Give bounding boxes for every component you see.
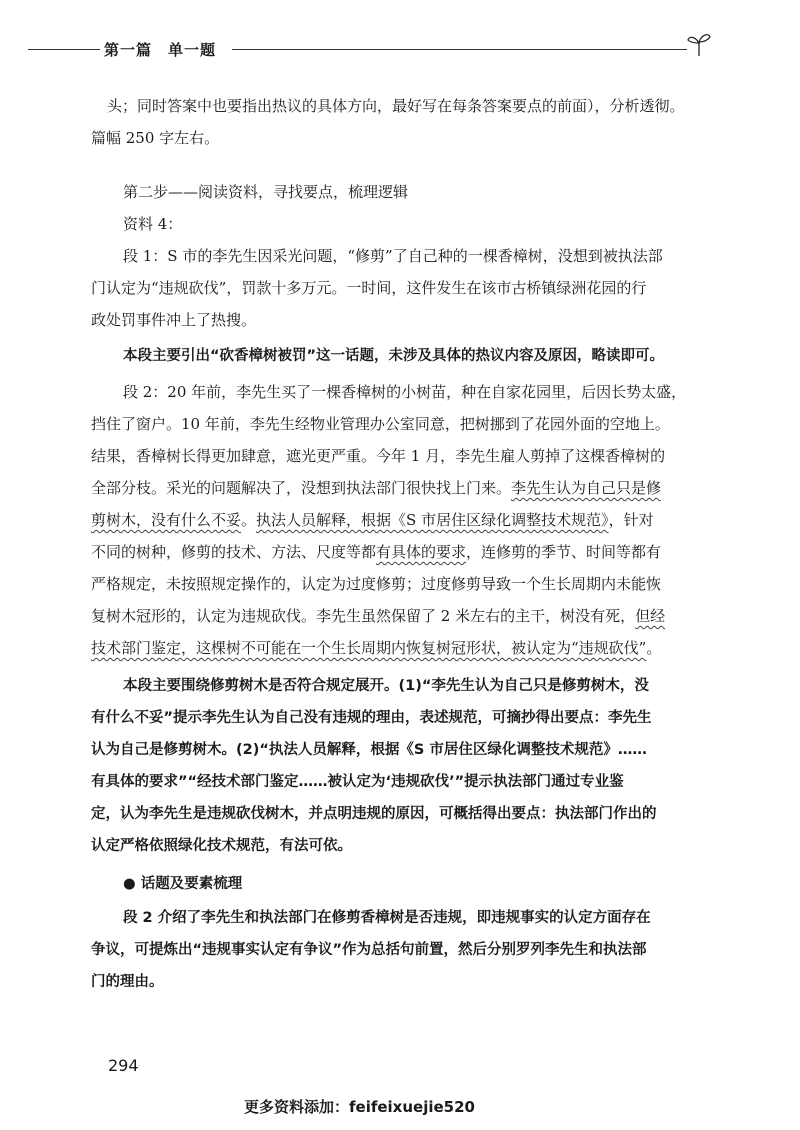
underlined-key-phrase: 剪树木，没有什么不妥 [91, 511, 242, 529]
text-span: 全部分枝。采光的问题解决了，没想到执法部门很快找上门来。 [91, 479, 512, 497]
text-span: 不同的树种，修剪的技术、方法、尺度等都 [91, 543, 377, 561]
text-span: ，针对 [608, 511, 654, 529]
subheading-text: 话题及要素梳理 [140, 876, 243, 892]
underlined-key-phrase: 李先生认为自己只是修 [511, 479, 662, 497]
underlined-key-phrase: 执法人员解释，根据《S 市居住区绿化调整技术规范》 [256, 511, 609, 529]
text-line: 挡住了窗户。10 年前，李先生经物业管理办公室同意，把树挪到了花园外面的空地上。 [91, 415, 670, 433]
text-line: 政处罚事件冲上了热搜。 [91, 311, 257, 329]
analysis-line: 本段主要引出“砍香樟树被罚”这一话题，未涉及具体的热议内容及原因，略读即可。 [123, 348, 665, 364]
text-span: ，连修剪的季节、时间等都有 [466, 543, 662, 561]
bullet-icon: ● [123, 876, 136, 892]
analysis-line: 门的理由。 [91, 974, 164, 990]
analysis-line: 本段主要围绕修剪树木是否符合规定展开。(1)“李先生认为自己只是修剪树木，没 [123, 678, 649, 694]
text-line: 段 1：S 市的李先生因采光问题，“修剪”了自己种的一棵香樟树，没想到被执法部 [123, 247, 663, 265]
footer-note: 更多资料添加：feifeixuejie520 [244, 1098, 475, 1116]
text-line [91, 638, 661, 658]
step-heading: 第二步——阅读资料，寻找要点，梳理逻辑 [123, 183, 409, 201]
analysis-line: 有具体的要求”“经技术部门鉴定……被认定为‘违规砍伐’”提示执法部门通过专业鉴 [91, 774, 624, 790]
analysis-line: 有什么不妥”提示李先生认为自己没有违规的理由，表述规范，可摘抄得出要点：李先生 [91, 710, 652, 726]
analysis-line: 定，认为李先生是违规砍伐树木，并点明违规的原因，可概括得出要点：执法部门作出的 [91, 806, 657, 822]
text-line: 篇幅 250 字左右。 [91, 129, 220, 147]
text-line [91, 606, 665, 626]
running-header [0, 22, 800, 62]
page-number: 294 [108, 1056, 139, 1075]
header-rule-right [232, 49, 687, 50]
underlined-key-phrase: 但经 [635, 607, 666, 625]
analysis-line: 段 2 介绍了李先生和执法部门在修剪香樟树是否违规，即违规事实的认定方面存在 [123, 910, 651, 926]
text-line: 门认定为“违规砍伐”，罚款十多万元。一时间，这件发生在该市古桥镇绿洲花园的行 [91, 279, 647, 297]
analysis-line: 争议，可提炼出“违规事实认定有争议”作为总括句前置，然后分别罗列李先生和执法部 [91, 942, 647, 958]
underlined-key-phrase: 技术部门鉴定，这棵树不可能在一个生长周期内恢复树冠形状，被认定为“违规砍伐” [91, 639, 647, 657]
text-line [91, 510, 654, 530]
section-title: 第一篇 单一题 [104, 41, 217, 59]
text-span: 复树木冠形的，认定为违规砍伐。李先生虽然保留了 2 米左右的主干，树没有死， [91, 607, 636, 625]
material-label: 资料 4： [123, 215, 183, 233]
subheading [123, 874, 242, 894]
text-span: 。 [646, 639, 662, 657]
text-span: 。 [241, 511, 257, 529]
text-line: 头；同时答案中也要指出热议的具体方向，最好写在每条答案要点的前面），分析透彻。 [107, 97, 685, 115]
text-line: 结果，香樟树长得更加肆意，遮光更严重。今年 1 月，李先生雇人剪掉了这棵香樟树的 [91, 447, 666, 465]
analysis-line: 认定严格依照绿化技术规范，有法可依。 [91, 838, 352, 854]
header-rule-left [28, 49, 100, 50]
text-line [91, 478, 661, 498]
sprout-icon [686, 30, 712, 56]
text-line [91, 542, 661, 562]
analysis-line: 认为自己是修剪树木。(2)“执法人员解释，根据《S 市居住区绿化调整技术规范》…… [91, 742, 647, 758]
text-line: 严格规定，未按照规定操作的，认定为过度修剪；过度修剪导致一个生长周期内未能恢 [91, 575, 662, 593]
text-line: 段 2：20 年前，李先生买了一棵香樟树的小树苗，种在自家花园里，后因长势太盛， [123, 383, 687, 401]
underlined-key-phrase: 有具体的要求 [376, 543, 467, 561]
